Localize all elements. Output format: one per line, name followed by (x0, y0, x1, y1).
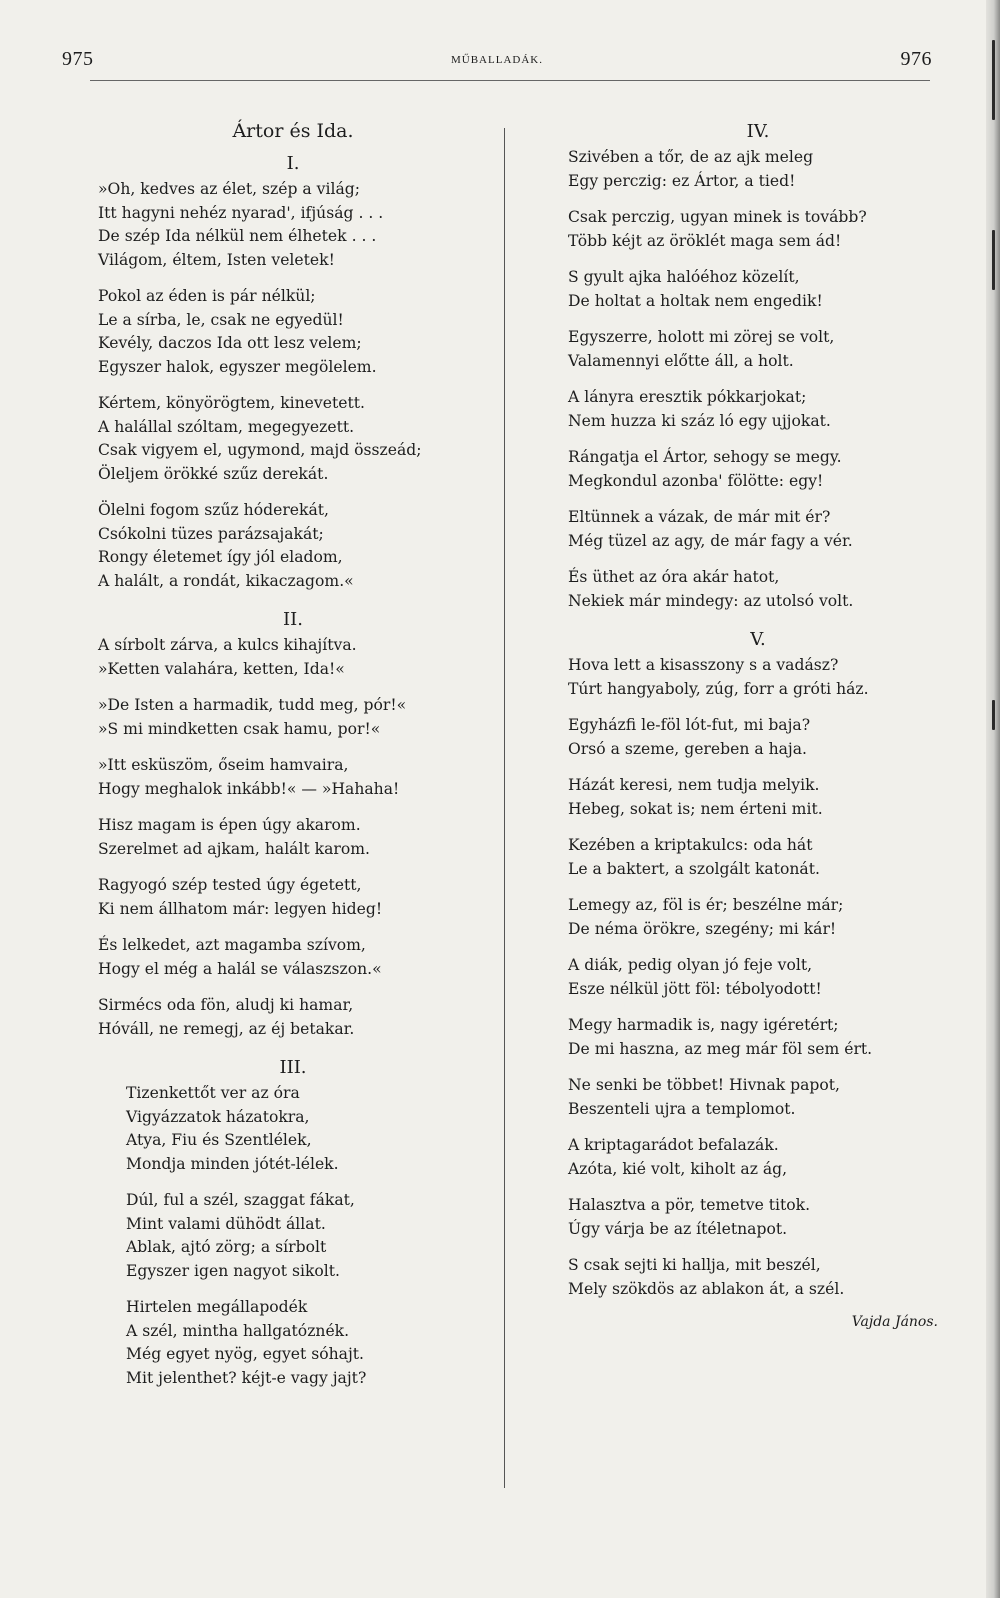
stanza (568, 654, 948, 701)
verse-line: Öleljem örökké szűz derekát. (98, 464, 329, 483)
stanza (568, 894, 948, 941)
verse-line: Pokol az éden is pár nélkül; (98, 287, 316, 305)
verse-line: Csak vigyem el, ugymond, majd összeád; (98, 441, 422, 459)
verse-line: Le a baktert, a szolgált katonát. (568, 859, 820, 878)
verse-line: A lányra eresztik pókkarjokat; (568, 388, 807, 406)
verse-line: Egyszer igen nagyot sikolt. (126, 1261, 341, 1280)
verse-line: Mondja minden jótét-lélek. (126, 1154, 339, 1173)
stanza (98, 694, 488, 741)
verse-line: Csókolni tüzes parázsajakát; (98, 524, 324, 543)
stanza (568, 506, 948, 553)
verse-line: Itt hagyni nehéz nyarad', ifjúság . . . (98, 203, 384, 222)
stanza (568, 774, 948, 821)
verse-line: Ablak, ajtó zörg; a sírbolt (126, 1238, 327, 1256)
stanza (98, 754, 488, 801)
edge-mark (992, 40, 995, 120)
verse-line: Hova lett a kisasszony s a vadász? (568, 656, 839, 674)
verse-line: Egyházfi le-föl lót-fut, mi baja? (568, 716, 811, 734)
stanza (568, 266, 948, 313)
verse-line: A kriptagarádot befalazák. (568, 1136, 779, 1154)
section-numeral: II. (283, 609, 303, 630)
verse-line: De néma örökre, szegény; mi kár! (568, 919, 837, 938)
edge-mark (992, 700, 995, 730)
verse-line: Orsó a szeme, gereben a haja. (568, 739, 808, 758)
stanza (98, 178, 488, 272)
verse-line: Megkondul azonba' fölötte: egy! (568, 471, 824, 490)
column-divider (504, 128, 505, 1488)
verse-line: Sirmécs oda fön, aludj ki hamar, (98, 996, 354, 1014)
stanza (568, 206, 948, 253)
verse-line: Azóta, kié volt, kiholt az ág, (568, 1159, 788, 1178)
stanza (98, 934, 488, 981)
verse-line: De mi haszna, az meg már föl sem ért. (568, 1039, 873, 1058)
left-page-number: 975 (62, 48, 94, 70)
stanza (568, 1194, 948, 1241)
verse-line: Még egyet nyög, egyet sóhajt. (126, 1345, 365, 1363)
verse-line: Nekiek már mindegy: az utolsó volt. (568, 591, 854, 610)
right-sections (568, 118, 948, 1301)
verse-line: Le a sírba, le, csak ne egyedül! (98, 310, 344, 329)
stanza (98, 1189, 488, 1283)
verse-line: Hirtelen megállapodék (126, 1298, 308, 1316)
verse-line: Egy perczig: ez Ártor, a tied! (568, 171, 796, 190)
left-sections (98, 150, 488, 1390)
verse-line: Dúl, ful a szél, szaggat fákat, (126, 1191, 355, 1209)
verse-line: Több kéjt az öröklét maga sem ád! (568, 231, 842, 250)
verse-line: Tizenkettőt ver az óra (126, 1084, 300, 1102)
verse-line: A szél, mintha hallgatóznék. (126, 1321, 350, 1340)
stanza (568, 1014, 948, 1061)
verse-line: »S mi mindketten csak hamu, por!« (98, 719, 381, 738)
verse-line: És üthet az óra akár hatot, (568, 568, 780, 586)
verse-line: S csak sejti ki hallja, mit beszél, (568, 1256, 821, 1274)
verse-line: Hogy el még a halál se válaszszon.« (98, 959, 382, 978)
verse-line: Hogy meghalok inkább!« — »Hahaha! (98, 779, 400, 798)
stanza (98, 392, 488, 486)
stanza (98, 874, 488, 921)
verse-line: »Itt esküszöm, őseim hamvaira, (98, 756, 349, 774)
verse-line: Valamennyi előtte áll, a holt. (568, 351, 794, 370)
verse-line: Kevély, daczos Ida ott lesz velem; (98, 334, 362, 352)
stanza (98, 634, 488, 681)
header-rule (90, 80, 930, 81)
verse-line: S gyult ajka halóéhoz közelít, (568, 268, 800, 286)
verse-line: Házát keresi, nem tudja melyik. (568, 776, 820, 794)
verse-line: Halasztva a pör, temetve titok. (568, 1196, 811, 1214)
right-page-number: 976 (900, 48, 932, 70)
stanza (568, 1254, 948, 1301)
verse-line: Hisz magam is épen úgy akarom. (98, 816, 361, 834)
page-header (62, 48, 932, 74)
verse-line: Ki nem állhatom már: legyen hideg! (98, 899, 383, 918)
page-edge (986, 0, 1000, 1598)
section-numeral: IV. (746, 121, 770, 142)
verse-line: Vigyázzatok házatokra, (126, 1107, 310, 1126)
verse-line: Ölelni fogom szűz hóderekát, (98, 501, 329, 519)
verse-line: De holtat a holtak nem engedik! (568, 291, 823, 310)
verse-line: Eltünnek a vázak, de már mit ér? (568, 508, 831, 526)
poem-title: Ártor és Ida. (232, 120, 354, 142)
verse-line: Úgy várja be az ítéletnapot. (568, 1219, 788, 1238)
stanza (98, 1082, 488, 1176)
verse-line: Rongy életemet így jól eladom, (98, 548, 343, 566)
verse-line: Ne senki be többet! Hivnak papot, (568, 1076, 841, 1094)
verse-line: Világom, éltem, Isten veletek! (98, 250, 335, 269)
verse-line: Esze nélkül jött föl: tébolyodott! (568, 979, 822, 998)
stanza (568, 954, 948, 1001)
right-column (568, 118, 948, 1336)
verse-line: Szivében a tőr, de az ajk meleg (568, 148, 814, 166)
poem-section (568, 118, 948, 613)
verse-line: Egyszerre, holott mi zörej se volt, (568, 328, 835, 346)
poem-section (98, 606, 488, 1041)
verse-line: A sírbolt zárva, a kulcs kihajítva. (98, 636, 357, 654)
poem-section (98, 1054, 488, 1390)
verse-line: Rángatja el Ártor, sehogy se megy. (568, 448, 842, 466)
edge-mark (992, 230, 995, 290)
verse-line: A halált, a rondát, kikaczagom.« (98, 571, 354, 590)
stanza (568, 714, 948, 761)
verse-line: Kezében a kriptakulcs: oda hát (568, 836, 813, 854)
verse-line: Hebeg, sokat is; nem érteni mit. (568, 799, 823, 818)
verse-line: »Oh, kedves az élet, szép a világ; (98, 180, 360, 198)
section-numeral: III. (279, 1057, 307, 1078)
stanza (98, 1296, 488, 1390)
stanza (568, 386, 948, 433)
verse-line: És lelkedet, azt magamba szívom, (98, 936, 366, 954)
section-numeral: I. (286, 153, 300, 174)
verse-line: Mint valami dühödt állat. (126, 1214, 326, 1233)
stanza (98, 814, 488, 861)
verse-line: Hóváll, ne remegj, az éj betakar. (98, 1019, 355, 1038)
verse-line: Túrt hangyaboly, zúg, forr a gróti ház. (568, 679, 869, 698)
stanza (568, 146, 948, 193)
verse-line: De szép Ida nélkül nem élhetek . . . (98, 227, 377, 245)
verse-line: Csak perczig, ugyan minek is tovább? (568, 208, 867, 226)
verse-line: »Ketten valahára, ketten, Ida!« (98, 659, 345, 678)
verse-line: Egyszer halok, egyszer megölelem. (98, 357, 377, 376)
stanza (98, 285, 488, 379)
left-column (98, 118, 488, 1403)
verse-line: Szerelmet ad ajkam, halált karom. (98, 839, 371, 858)
verse-line: »De Isten a harmadik, tudd meg, pór!« (98, 696, 407, 714)
verse-line: Mely szökdös az ablakon át, a szél. (568, 1279, 845, 1298)
stanza (98, 499, 488, 593)
author-signature: Vajda János. (851, 1314, 938, 1330)
stanza (568, 446, 948, 493)
verse-line: Atya, Fiu és Szentlélek, (126, 1131, 312, 1149)
section-numeral: V. (750, 629, 766, 650)
stanza (568, 1074, 948, 1121)
poem-section (98, 150, 488, 593)
verse-line: Lemegy az, föl is ér; beszélne már; (568, 896, 844, 914)
stanza (98, 994, 488, 1041)
verse-line: A diák, pedig olyan jó feje volt, (568, 956, 813, 974)
verse-line: Mit jelenthet? kéjt-e vagy jajt? (126, 1368, 367, 1387)
poem-section (568, 626, 948, 1301)
verse-line: Kértem, könyörögtem, kinevetett. (98, 394, 365, 412)
verse-line: Megy harmadik is, nagy igéretért; (568, 1016, 839, 1034)
verse-line: Nem huzza ki száz ló egy ujjokat. (568, 411, 831, 430)
stanza (568, 834, 948, 881)
verse-line: Beszenteli ujra a templomot. (568, 1099, 796, 1118)
running-title: MŰBALLADÁK. (451, 54, 543, 66)
verse-line: Ragyogó szép tested úgy égetett, (98, 876, 362, 894)
verse-line: Még tüzel az agy, de már fagy a vér. (568, 531, 853, 550)
stanza (568, 566, 948, 613)
stanza (568, 1134, 948, 1181)
verse-line: A halállal szóltam, megegyezett. (98, 417, 355, 436)
stanza (568, 326, 948, 373)
